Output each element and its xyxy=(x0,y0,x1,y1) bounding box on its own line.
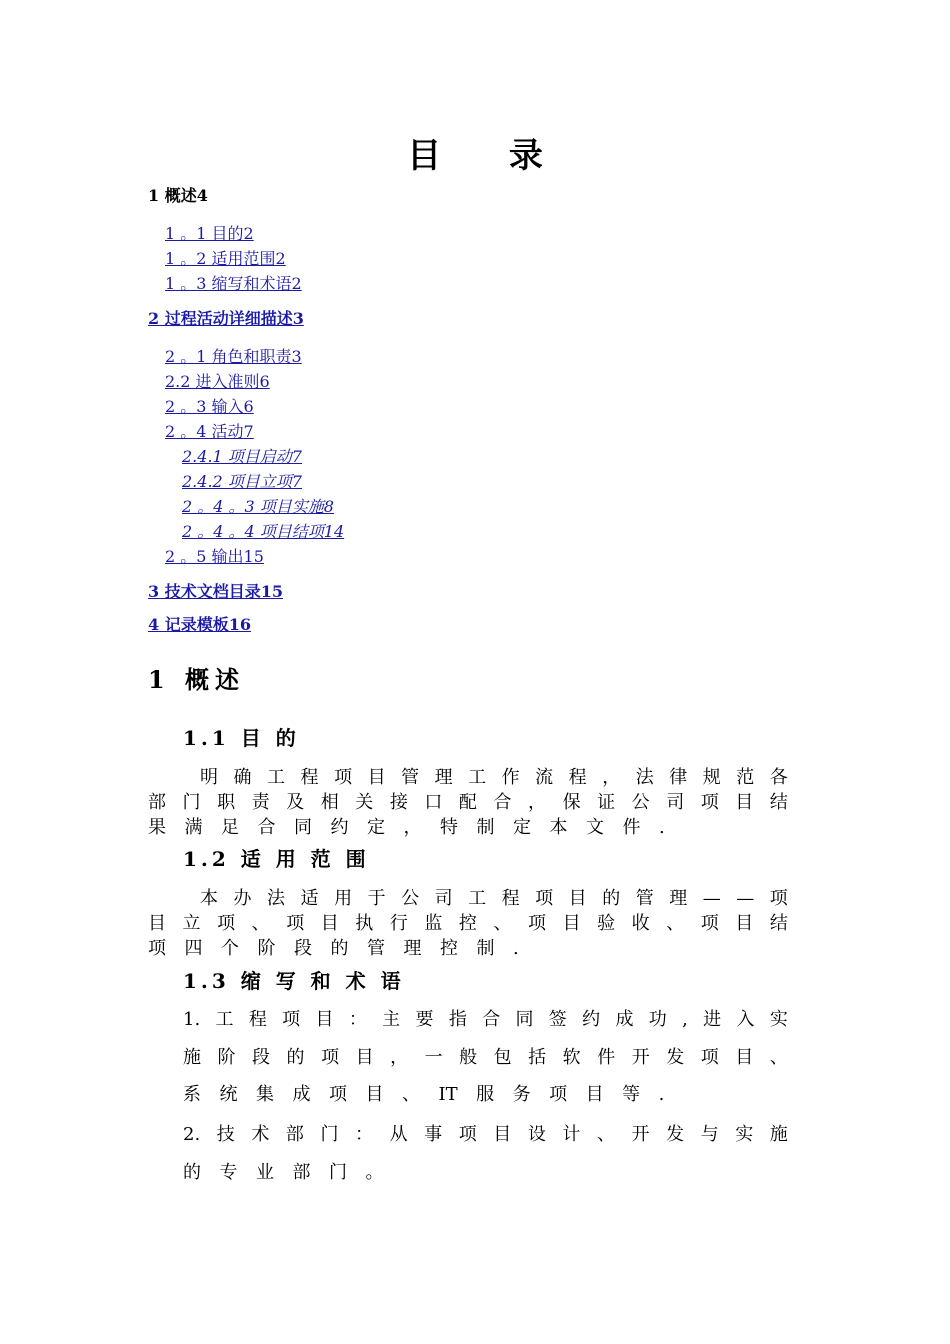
section-1-2-paragraph xyxy=(148,886,788,961)
toc-entry-3[interactable] xyxy=(148,582,808,602)
section-1-1-heading: 1.1 目 的 xyxy=(183,726,300,750)
toc-entry-2-4-2[interactable] xyxy=(148,469,808,494)
text-line: 部 门 职 责 及 相 关 接 口 配 合 ， 保 证 公 司 项 目 结 xyxy=(148,792,788,813)
term-item-2 xyxy=(183,1116,788,1191)
toc-link[interactable]: 1 。2 适用范围2 xyxy=(165,249,286,268)
text-line: 施 阶 段 的 项 目 ， 一 般 包 括 软 件 开 发 项 目 、 xyxy=(183,1046,788,1068)
text-line: 果 满 足 合 同 约 定 ， 特 制 定 本 文 件 . xyxy=(148,817,665,838)
text-line: 系 统 集 成 项 目 、 IT 服 务 项 目 等 . xyxy=(183,1084,665,1105)
toc-link[interactable]: 1 。1 目的2 xyxy=(165,224,254,243)
toc-link[interactable]: 2 。5 输出15 xyxy=(165,547,264,566)
toc-link[interactable]: 2 。4 活动7 xyxy=(165,422,254,441)
toc-entry-2-2[interactable] xyxy=(148,369,808,394)
toc-entry-2-4-3[interactable] xyxy=(148,494,808,519)
term-item-1 xyxy=(183,1001,788,1114)
toc-link[interactable]: 2 。3 输入6 xyxy=(165,397,254,416)
toc-entry-2-4-1[interactable] xyxy=(148,444,808,469)
toc-link[interactable]: 3 技术文档目录15 xyxy=(148,582,283,601)
section-1-1-paragraph xyxy=(148,765,788,840)
text-line: 本 办 法 适 用 于 公 司 工 程 项 目 的 管 理 — — 项 xyxy=(200,888,788,909)
toc-link[interactable]: 2 。4 。4 项目结项14 xyxy=(182,522,345,541)
toc-link[interactable]: 4 记录模板16 xyxy=(148,615,251,634)
toc-link[interactable]: 2 。1 角色和职责3 xyxy=(165,347,302,366)
toc-entry-1[interactable]: 1 概述4 xyxy=(148,186,208,205)
toc-link[interactable]: 1 。3 缩写和术语2 xyxy=(165,274,302,293)
toc-entry-1-1[interactable] xyxy=(148,221,808,246)
text-line: 明 确 工 程 项 目 管 理 工 作 流 程 ， 法 律 规 范 各 xyxy=(200,767,788,788)
toc-link[interactable]: 2.4.1 项目启动7 xyxy=(182,447,302,466)
toc-entry-1-2[interactable] xyxy=(148,246,808,271)
toc-entry-2-3[interactable] xyxy=(148,394,808,419)
toc-entry-2-4-4[interactable] xyxy=(148,519,808,544)
text-line: 项 四 个 阶 段 的 管 理 控 制 . xyxy=(148,938,519,959)
toc-entry-2-5[interactable] xyxy=(148,544,808,569)
section-1-heading: 1 概述 xyxy=(148,665,246,694)
toc-link[interactable]: 2.2 进入准则6 xyxy=(165,372,270,391)
toc-link[interactable]: 2 过程活动详细描述3 xyxy=(148,309,304,328)
table-of-contents xyxy=(148,186,808,635)
toc-link[interactable]: 2.4.2 项目立项7 xyxy=(182,472,302,491)
toc-entry-2[interactable] xyxy=(148,309,808,329)
text-line: 的 专 业 部 门 。 xyxy=(183,1161,384,1183)
toc-title: 目 录 xyxy=(407,136,571,176)
toc-entry-2-1[interactable] xyxy=(148,344,808,369)
text-line: 1. 工 程 项 目 ： 主 要 指 合 同 签 约 成 功 , 进 入 实 xyxy=(183,1009,788,1030)
toc-link[interactable]: 2 。4 。3 项目实施8 xyxy=(182,497,334,516)
text-line: 目 立 项 、 项 目 执 行 监 控 、 项 目 验 收 、 项 目 结 xyxy=(148,913,788,934)
toc-entry-2-4[interactable] xyxy=(148,419,808,444)
text-line: 2. 技 术 部 门 ： 从 事 项 目 设 计 、 开 发 与 实 施 xyxy=(183,1124,788,1145)
toc-entry-4[interactable] xyxy=(148,615,808,635)
section-1-2-heading: 1.2 适 用 范 围 xyxy=(183,847,370,871)
toc-entry-1-3[interactable] xyxy=(148,271,808,296)
section-1-3-heading: 1.3 缩 写 和 术 语 xyxy=(183,969,405,993)
